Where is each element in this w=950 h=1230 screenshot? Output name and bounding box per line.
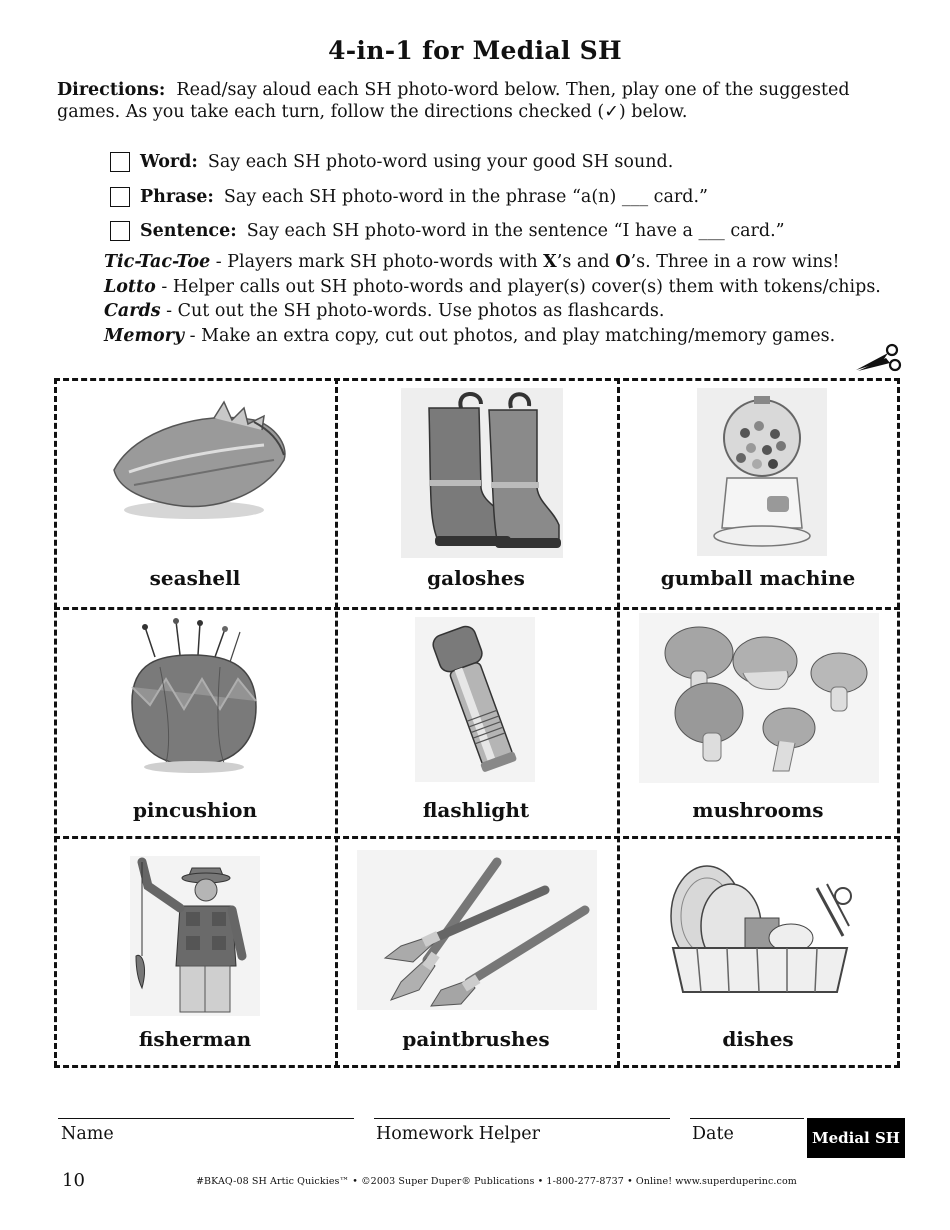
seashell-photo xyxy=(94,400,294,525)
word-label: paintbrushes xyxy=(402,1027,550,1051)
word-label: mushrooms xyxy=(692,798,824,822)
paintbrushes-photo xyxy=(357,850,597,1010)
sentence-checkbox[interactable] xyxy=(110,221,130,241)
word-label: seashell xyxy=(149,566,241,590)
publisher-credits: #BKAQ-08 SH Artic Quickies™ • ©2003 Super Duper® Publications • 1-800-277-8737 • Online! www.superduperinc.com xyxy=(196,1176,797,1187)
game-text: - Make an extra copy, cut out photos, and play matching/memory games. xyxy=(184,325,836,346)
option-phrase xyxy=(110,180,785,215)
option-label: Phrase: xyxy=(140,186,214,207)
game-cards xyxy=(104,299,881,324)
galoshes-photo xyxy=(401,388,563,558)
word-label: fisherman xyxy=(138,1027,252,1051)
game-lotto xyxy=(104,275,881,300)
photo-card[interactable] xyxy=(617,378,899,607)
photo-card[interactable] xyxy=(54,836,336,1065)
photo-card[interactable] xyxy=(54,378,336,607)
directions xyxy=(57,79,907,123)
flashlight-photo xyxy=(415,617,535,782)
dishes-photo xyxy=(667,856,853,1006)
game-name: Tic-Tac-Toe xyxy=(104,252,211,272)
option-text: Say each SH photo-word using your good SH sound. xyxy=(207,152,674,173)
photo-card[interactable] xyxy=(617,836,899,1065)
skill-badge: Medial SH xyxy=(807,1118,905,1158)
photo-card[interactable] xyxy=(617,607,899,836)
photo-card[interactable] xyxy=(335,607,617,836)
option-text: Say each SH photo-word in the phrase “a(n) ___ card.” xyxy=(223,186,708,207)
page-title: 4-in-1 for Medial SH xyxy=(328,36,622,65)
option-label: Sentence: xyxy=(140,221,237,242)
name-line[interactable] xyxy=(58,1118,354,1119)
option-label: Word: xyxy=(140,152,198,173)
photo-card[interactable] xyxy=(54,607,336,836)
game-tictactoe xyxy=(104,250,881,275)
directions-text: Read/say aloud each SH photo-word below. Then, play one of the suggested games. As you take each turn, follow the directions checked (✓) below. xyxy=(57,80,850,122)
game-name: Lotto xyxy=(104,276,156,297)
game-memory xyxy=(104,324,881,349)
cut-line xyxy=(54,1065,900,1068)
game-text: - Cut out the SH photo-words. Use photos as flashcards. xyxy=(160,301,665,322)
option-text: Say each SH photo-word in the sentence “I have a ___ card.” xyxy=(246,221,785,242)
date-line[interactable] xyxy=(690,1118,804,1119)
game-list xyxy=(104,250,881,348)
game-name: Memory xyxy=(104,325,185,346)
option-list xyxy=(110,145,785,249)
game-name: Cards xyxy=(104,301,161,322)
word-label: galoshes xyxy=(427,566,525,590)
option-sentence xyxy=(110,214,785,249)
fisherman-photo xyxy=(130,856,260,1016)
word-checkbox[interactable] xyxy=(110,152,130,172)
word-label: pincushion xyxy=(132,798,258,822)
name-label: Name xyxy=(61,1124,114,1144)
helper-label: Homework Helper xyxy=(376,1124,540,1144)
phrase-checkbox[interactable] xyxy=(110,187,130,207)
photo-card[interactable] xyxy=(335,836,617,1065)
game-text: - Helper calls out SH photo-words and player(s) cover(s) them with tokens/chips. xyxy=(155,276,881,297)
scissors-icon xyxy=(852,340,902,380)
option-word xyxy=(110,145,785,180)
page-number: 10 xyxy=(62,1170,85,1191)
word-label: gumball machine xyxy=(660,566,856,590)
word-label: dishes xyxy=(722,1027,794,1051)
game-text: - Players mark SH photo-words with xyxy=(210,252,544,272)
pincushion-photo xyxy=(120,617,270,777)
x-mark: X xyxy=(543,252,557,272)
word-label: flashlight xyxy=(422,798,530,822)
game-text: ’s. Three in a row wins! xyxy=(630,252,840,272)
photo-card[interactable] xyxy=(335,378,617,607)
o-mark: O xyxy=(615,252,631,272)
mushrooms-photo xyxy=(639,613,879,783)
gumball-machine-photo xyxy=(697,388,827,556)
photo-card-grid xyxy=(54,378,900,1067)
game-text: ’s and xyxy=(556,252,616,272)
directions-label: Directions: xyxy=(57,80,166,100)
helper-line[interactable] xyxy=(374,1118,670,1119)
date-label: Date xyxy=(692,1124,734,1144)
